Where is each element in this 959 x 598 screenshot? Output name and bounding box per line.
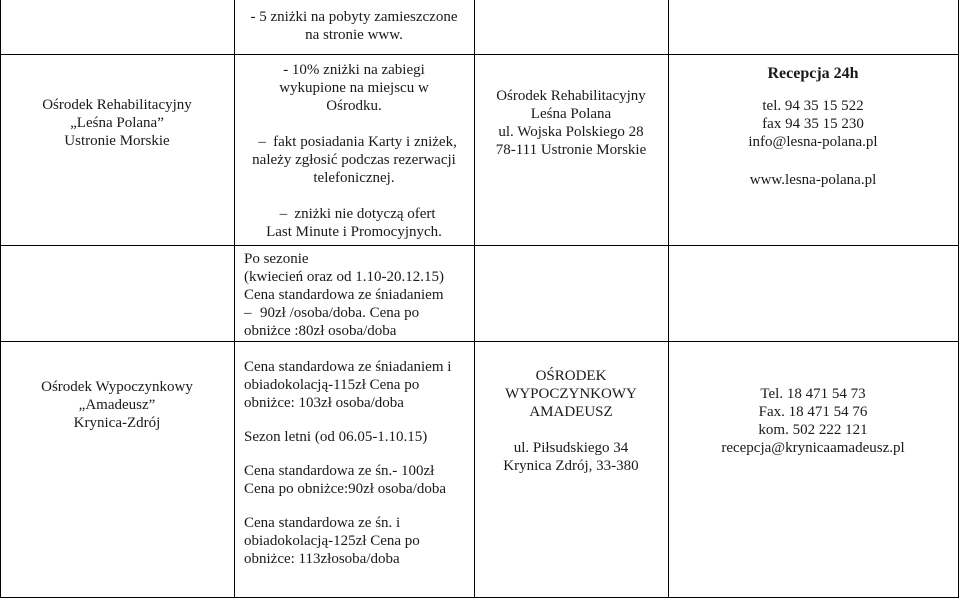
reception-heading: Recepcja 24h [767,65,859,82]
name-line: Ośrodek Rehabilitacyjny [42,97,192,113]
fax-number: Fax. 18 471 54 76 [758,404,868,420]
dash-marker: – [279,206,288,222]
season-line: Po sezonie [244,251,309,267]
address-line: Leśna Polana [530,106,612,122]
name-line: „Leśna Polana” [70,115,164,131]
address-line: Ośrodek Rehabilitacyjny [496,88,646,104]
row-lesna-polana-discount-top [234,8,474,44]
offer-line: Last Minute i Promocyjnych. [266,224,442,240]
row-lesna-polana-address [474,87,668,159]
address-line: 78-111 Ustronie Morskie [495,142,647,158]
table-border-left [0,0,1,598]
website-link[interactable]: www.lesna-polana.pl [749,172,877,188]
offer-line: na stronie www. [305,27,403,43]
offer-line-dashed: – zniżki nie dotyczą ofert [234,205,474,223]
name-line: Ustronie Morskie [64,133,170,149]
price-line: Cena po obniżce:90zł osoba/doba [244,481,447,497]
offer-line: - 10% zniżki na zabiegi [283,62,425,78]
name-line: Krynica-Zdrój [73,415,161,431]
row-lesna-polana-name [0,96,234,150]
dash-marker: – [258,134,266,150]
row-divider-2 [0,245,959,246]
address-line: ul. Piłsudskiego 34 [513,440,629,456]
phone-number[interactable]: Tel. 18 471 54 73 [760,386,866,402]
offer-line: należy zgłosić podczas rezerwacji [252,152,456,168]
address-line: OŚRODEK [535,368,607,384]
address-line: WYPOCZYNKOWY [505,386,637,402]
price-line: obiadokolacją-125zł Cena po [244,533,420,549]
offer-line: telefonicznej. [313,170,395,186]
row-amadeusz-contact [668,385,958,457]
season-line-dashed: – 90zł /osoba/doba. Cena po [244,305,420,321]
offer-line: wykupione na miejscu w [279,80,429,96]
price-line: obniżce: 103zł osoba/doba [244,395,404,411]
season-line: obniżce :80zł osoba/doba [244,323,397,339]
offer-line: Ośrodku. [326,98,382,114]
address-line: Krynica Zdrój, 33-380 [503,458,639,474]
row-amadeusz-prices [244,358,474,568]
mobile-number[interactable]: kom. 502 222 121 [758,422,868,438]
fax-number: fax 94 35 15 230 [762,116,864,132]
phone-number[interactable]: tel. 94 35 15 522 [762,98,864,114]
name-line: „Amadeusz” [78,397,156,413]
dash-marker: – [244,305,252,321]
offer-line-dashed: – fakt posiadania Karty i zniżek, [234,133,474,151]
row-amadeusz-name [0,378,234,432]
address-line: ul. Wojska Polskiego 28 [498,124,644,140]
email-link[interactable]: info@lesna-polana.pl [748,134,878,150]
row-lesna-polana-discount-list [234,61,474,241]
price-line: obiadokolacją-115zł Cena po [244,377,420,393]
email-link[interactable]: recepcja@krynicaamadeusz.pl [721,440,905,456]
address-line: AMADEUSZ [529,404,613,420]
row-lesna-polana-contact [668,63,958,189]
row-divider-1 [0,54,959,55]
season-line: Cena standardowa ze śniadaniem [244,287,444,303]
row-amadeusz-address [474,367,668,475]
price-line: Cena standardowa ze śn.- 100zł [244,463,435,479]
offer-line: - 5 zniżki na pobyty zamieszczone [250,9,458,25]
season-line: (kwiecień oraz od 1.10-20.12.15) [244,269,444,285]
row-lesna-polana-season-prices [244,250,474,340]
row-divider-3 [0,341,959,342]
season-label: Sezon letni (od 06.05-1.10.15) [244,429,428,445]
price-line: Cena standardowa ze śn. i [244,515,401,531]
price-line: obniżce: 113złosoba/doba [244,551,400,567]
name-line: Ośrodek Wypoczynkowy [41,379,193,395]
price-line: Cena standardowa ze śniadaniem i [244,359,452,375]
